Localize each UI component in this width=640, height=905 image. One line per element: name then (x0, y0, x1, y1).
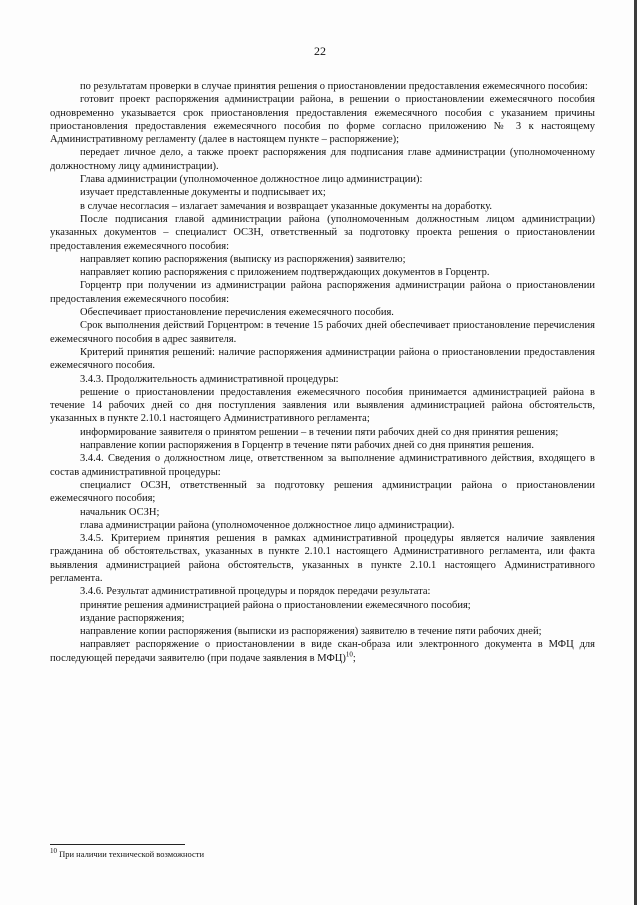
paragraph: После подписания главой администрации района (уполномоченным должностным лицом администрации) указанных документов – специалист ОСЗН, ответственный за подготовку проекта решения о приостановлении предоставления ежемесячного пособия: (50, 213, 595, 252)
paragraph: информирование заявителя о принятом решении – в течении пяти рабочих дней со дня принятия решения; (80, 426, 559, 438)
scan-edge (634, 0, 637, 905)
paragraph: направляет копию распоряжения с приложением подтверждающих документов в Горцентр. (80, 267, 490, 279)
paragraph: направляет копию распоряжения (выписку из распоряжения) заявителю; (80, 253, 406, 265)
paragraph-tail: ; (352, 652, 356, 664)
paragraph: глава администрации района (уполномоченное должностное лицо администрации). (80, 519, 455, 531)
paragraph: издание распоряжения; (80, 612, 185, 624)
paragraph: Критерий принятия решений: наличие распоряжения администрации района о приостановлении предоставления ежемесячного пособия. (50, 346, 595, 372)
footnote (50, 849, 595, 860)
section-heading: 3.4.6. Результат административной процедуры и порядок передачи результата: (80, 586, 431, 598)
section-heading: 3.4.5. Критерием принятия решения в рамках административной процедуры является наличие заявления гражданина об обстоятельствах, указанных в пункте 2.10.1 настоящего Административного регламента, или факта выявления администрацией района обстоятельств, указанных в пункте 2.10.1 настоящего Административного регламента. (50, 533, 595, 584)
paragraph: направление копии распоряжения в Горцентр в течение пяти рабочих дней со дня принятия решения. (80, 440, 535, 452)
section-heading: 3.4.4. Сведения о должностном лице, ответственном за выполнение административного действия, входящего в состав административной процедуры: (50, 453, 595, 478)
paragraph: начальник ОСЗН; (80, 506, 160, 518)
section-heading: 3.4.3. Продолжительность административной процедуры: (80, 373, 339, 385)
paragraph: Горцентр при получении из администрации района распоряжения администрации района о приостановлении предоставления ежемесячного пособия: (50, 280, 595, 305)
footnote-marker: 10 (50, 847, 57, 856)
paragraph: готовит проект распоряжения администрации района, в решении о приостановлении ежемесячного пособия одновременно указывается срок приостановления предоставления ежемесячного пособия с указанием причины приостановления предоставления ежемесячного пособия по форме согласно приложению № 3 к настоящему Административному регламенту (далее в настоящем пункте – распоряжение); (50, 94, 595, 146)
footnote-separator (50, 844, 185, 845)
footnote-text: При наличии технической возможности (57, 849, 205, 859)
paragraph: направление копии распоряжения (выписки из распоряжения) заявителю в течение пяти рабочих дней; (80, 626, 542, 638)
paragraph: Обеспечивает приостановление перечисления ежемесячного пособия. (80, 307, 394, 319)
footnote-reference[interactable]: 10 (345, 650, 353, 659)
paragraph: решение о приостановлении предоставления ежемесячного пособия принимается администрацией района в течение 14 рабочих дней со дня поступления заявления или выявления администрацией района обстоятельств, указанных в пункте 2.10.1 настоящего Административного регламента; (50, 386, 595, 425)
paragraph: по результатам проверки в случае принятия решения о приостановлении предоставления ежемесячного пособия: (80, 81, 588, 92)
paragraph-text: направляет распоряжение о приостановлении в виде скан-образа или электронного документа в МФЦ для последующей передачи заявителю (при подаче заявления в МФЦ) (50, 639, 595, 664)
document-body (50, 80, 595, 665)
paragraph: передает личное дело, а также проект распоряжения для подписания главе администрации (уполномоченному должностному лицу администрации). (50, 147, 595, 172)
paragraph: специалист ОСЗН, ответственный за подготовку решения администрации района о приостановлении ежемесячного пособия; (50, 479, 595, 505)
paragraph: принятие решения администрацией района о приостановлении ежемесячного пособия; (80, 599, 471, 611)
paragraph: изучает представленные документы и подписывает их; (80, 187, 326, 199)
paragraph: в случае несогласия – излагает замечания и возвращает указанные документы на доработку. (80, 200, 493, 212)
page-number: 22 (314, 44, 326, 58)
paragraph: Срок выполнения действий Горцентром: в течение 15 рабочих дней обеспечивает приостановление перечисления ежемесячного пособия в адрес заявителя. (50, 320, 595, 345)
paragraph: Глава администрации (уполномоченное должностное лицо администрации): (80, 174, 423, 186)
paragraph-with-footnote (50, 638, 595, 665)
